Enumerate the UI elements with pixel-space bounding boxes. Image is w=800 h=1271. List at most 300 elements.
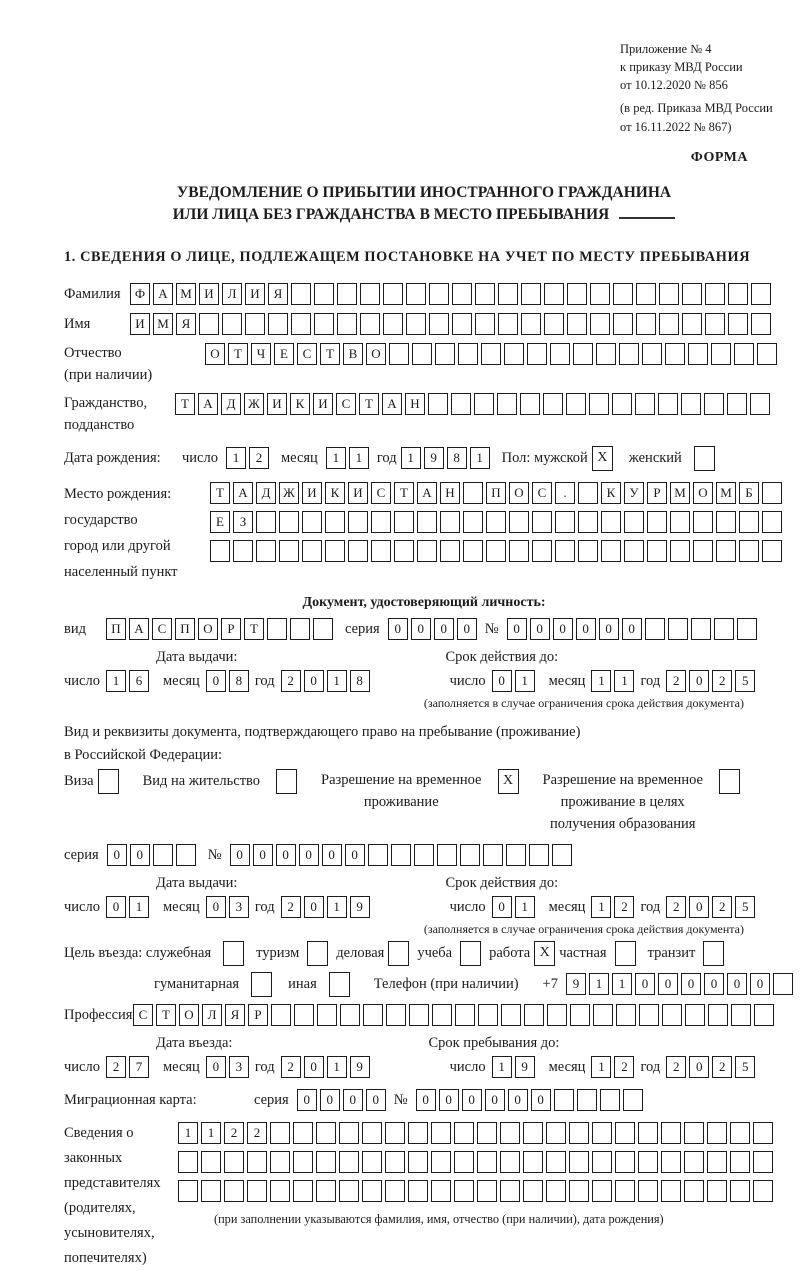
form-cell	[256, 540, 276, 562]
form-cell	[486, 540, 506, 562]
phone-label: Телефон (при наличии)	[373, 975, 519, 992]
stay-issue-day-cells	[106, 895, 149, 918]
surname-row	[64, 282, 784, 306]
form-cell	[546, 1180, 566, 1202]
form-cell: 1	[349, 447, 369, 469]
form-cell	[291, 313, 311, 335]
issue-day-cells	[106, 669, 149, 692]
birth-place-cells	[210, 481, 782, 568]
year-label: год	[640, 1058, 661, 1075]
form-cell: К	[601, 482, 621, 504]
form-cell: Р	[221, 618, 241, 640]
form-cell: С	[133, 1004, 153, 1026]
form-cell: 2	[666, 896, 686, 918]
form-cell: Л	[222, 283, 242, 305]
form-cell	[589, 393, 609, 415]
female-checkbox	[694, 446, 715, 471]
migration-card-label: Миграционная карта:	[64, 1091, 197, 1108]
form-cell: О	[205, 343, 225, 365]
issue-month-cells	[206, 669, 249, 692]
birth-place-block	[64, 481, 784, 585]
form-cell	[463, 540, 483, 562]
form-cell: М	[670, 482, 690, 504]
form-cell: 7	[129, 1056, 149, 1078]
birth-date-row	[64, 446, 784, 471]
birth-date-label: Дата рождения:	[64, 449, 161, 466]
form-cell: 5	[735, 896, 755, 918]
purpose-other-label: иная	[288, 975, 317, 992]
form-cell	[639, 1004, 659, 1026]
document-title	[64, 182, 784, 227]
form-cell	[339, 1151, 359, 1173]
form-cell: 0	[297, 1089, 317, 1111]
form-cell	[567, 283, 587, 305]
form-cell	[592, 1180, 612, 1202]
stay-doc-dates-row	[64, 895, 784, 919]
form-cell: 0	[434, 618, 454, 640]
form-cell: О	[366, 343, 386, 365]
purpose-humanitarian-checkbox	[251, 972, 272, 997]
form-cell: Т	[394, 482, 414, 504]
year-label: год	[254, 672, 275, 689]
patronymic-label-line2: (при наличии)	[64, 366, 153, 383]
form-cell	[619, 343, 639, 365]
form-cell: 3	[229, 896, 249, 918]
form-cell	[523, 1180, 543, 1202]
form-cell: 8	[447, 447, 467, 469]
form-cell	[498, 283, 518, 305]
form-cell	[615, 1180, 635, 1202]
month-label: месяц	[548, 672, 586, 689]
form-cell	[570, 1004, 590, 1026]
form-cell	[314, 313, 334, 335]
form-cell	[408, 1122, 428, 1144]
form-cell	[737, 618, 757, 640]
form-cell: 0	[206, 896, 226, 918]
identity-doc-row	[64, 617, 784, 641]
form-cell	[635, 393, 655, 415]
representatives-label-line4: (родителях,	[64, 1199, 136, 1216]
identity-doc-footnote: (заполняется в случае ограничения срока действия документа)	[423, 695, 744, 710]
form-cell	[316, 1180, 336, 1202]
form-cell	[555, 511, 575, 533]
form-cell: 1	[129, 896, 149, 918]
doc-type-label: вид	[64, 620, 86, 637]
form-cell	[543, 393, 563, 415]
form-cell: А	[382, 393, 402, 415]
form-cell	[638, 1180, 658, 1202]
form-cell	[704, 393, 724, 415]
form-cell	[452, 283, 472, 305]
form-cell: 0	[345, 844, 365, 866]
form-cell: Н	[405, 393, 425, 415]
form-cell: 9	[350, 1056, 370, 1078]
form-cell	[475, 283, 495, 305]
form-cell: 3	[229, 1056, 249, 1078]
form-cell	[247, 1151, 267, 1173]
form-cell	[394, 540, 414, 562]
form-cell	[201, 1151, 221, 1173]
form-cell	[661, 1122, 681, 1144]
form-cell: О	[179, 1004, 199, 1026]
entry-day-cells	[106, 1055, 149, 1078]
form-cell: Т	[320, 343, 340, 365]
birth-place-label-line3: город или другой	[64, 537, 171, 554]
form-cell: Т	[359, 393, 379, 415]
form-cell: 8	[229, 670, 249, 692]
form-cell	[739, 540, 759, 562]
form-cell: 2	[712, 896, 732, 918]
form-cell	[290, 618, 310, 640]
stay-until-heading: Срок пребывания до:	[428, 1034, 560, 1051]
form-cell	[731, 1004, 751, 1026]
form-cell	[661, 1180, 681, 1202]
form-cell	[705, 283, 725, 305]
form-cell: 8	[350, 670, 370, 692]
form-cell	[716, 540, 736, 562]
form-cell: М	[153, 313, 173, 335]
form-cell	[371, 511, 391, 533]
form-cell	[682, 313, 702, 335]
patronymic-cells	[205, 342, 777, 365]
form-cell	[429, 283, 449, 305]
form-cell: 1	[612, 973, 632, 995]
form-cell: М	[716, 482, 736, 504]
form-cell: Е	[210, 511, 230, 533]
form-cell	[659, 313, 679, 335]
form-cell	[245, 313, 265, 335]
form-cell: 0	[304, 670, 324, 692]
form-cell: 2	[712, 1056, 732, 1078]
appendix-revision-line: от 16.11.2022 № 867)	[620, 119, 732, 134]
form-cell	[728, 313, 748, 335]
form-cell	[727, 393, 747, 415]
female-label: женский	[628, 449, 682, 466]
form-cell	[451, 393, 471, 415]
purpose-humanitarian-label: гуманитарная	[154, 975, 240, 992]
form-cell: 0	[681, 973, 701, 995]
form-cell	[521, 313, 541, 335]
form-cell	[256, 511, 276, 533]
form-cell	[368, 844, 388, 866]
form-cell: Т	[210, 482, 230, 504]
form-cell	[550, 343, 570, 365]
entry-month-cells	[206, 1055, 249, 1078]
form-cell	[270, 1180, 290, 1202]
form-word: ФОРМА	[690, 149, 748, 165]
form-cell	[291, 283, 311, 305]
form-cell	[153, 844, 173, 866]
form-cell	[302, 540, 322, 562]
form-cell: 0	[304, 1056, 324, 1078]
form-cell	[592, 1122, 612, 1144]
form-cell: 0	[106, 896, 126, 918]
form-cell	[716, 511, 736, 533]
stay-until-day-cells	[492, 1055, 535, 1078]
form-cell	[757, 343, 777, 365]
form-cell: 0	[388, 618, 408, 640]
day-label: число	[449, 898, 486, 915]
form-cell: 1	[226, 447, 246, 469]
residence-permit-checkbox	[276, 769, 297, 794]
form-cell	[684, 1122, 704, 1144]
form-cell	[475, 313, 495, 335]
form-cell: И	[267, 393, 287, 415]
form-cell: Я	[268, 283, 288, 305]
form-cell	[463, 511, 483, 533]
stay-doc-date-headings	[64, 875, 784, 892]
form-cell	[463, 482, 483, 504]
form-cell	[523, 1151, 543, 1173]
form-cell	[363, 1004, 383, 1026]
form-cell: З	[233, 511, 253, 533]
birth-place-labels	[64, 481, 210, 585]
form-cell: 0	[130, 844, 150, 866]
form-cell	[362, 1180, 382, 1202]
stay-doc-intro-line1: Вид и реквизиты документа, подтверждающего право на пребывание (проживание)	[64, 723, 581, 740]
form-cell: Б	[739, 482, 759, 504]
form-cell	[337, 313, 357, 335]
form-cell: 2	[247, 1122, 267, 1144]
form-cell	[360, 283, 380, 305]
form-cell	[762, 482, 782, 504]
appendix-line: Приложение № 4	[620, 42, 712, 56]
stay-valid-year-cells	[666, 895, 755, 918]
form-cell	[440, 511, 460, 533]
form-cell	[693, 540, 713, 562]
form-cell: П	[175, 618, 195, 640]
form-cell	[316, 1151, 336, 1173]
patronymic-label	[64, 342, 205, 386]
form-cell: Т	[175, 393, 195, 415]
form-cell	[506, 844, 526, 866]
form-cell: Д	[256, 482, 276, 504]
surname-label: Фамилия	[64, 285, 121, 302]
form-cell: 1	[327, 670, 347, 692]
form-cell	[601, 511, 621, 533]
birth-day-cells	[226, 446, 269, 469]
purpose-transit-label: транзит	[647, 944, 696, 961]
form-cell	[529, 844, 549, 866]
form-cell	[417, 511, 437, 533]
form-cell	[573, 343, 593, 365]
form-cell	[509, 511, 529, 533]
form-cell	[176, 844, 196, 866]
form-cell	[566, 393, 586, 415]
form-cell: 2	[614, 1056, 634, 1078]
issue-date-heading: Дата выдачи:	[156, 874, 238, 891]
birth-place-label-line2: государство	[64, 511, 138, 528]
form-cell: Т	[244, 618, 264, 640]
issue-year-cells	[281, 669, 370, 692]
form-cell	[486, 511, 506, 533]
entry-date-headings	[64, 1035, 784, 1052]
form-cell	[339, 1180, 359, 1202]
form-cell: 0	[320, 1089, 340, 1111]
form-cell: 0	[576, 618, 596, 640]
purpose-row	[64, 941, 784, 966]
form-cell: Ч	[251, 343, 271, 365]
form-cell	[593, 1004, 613, 1026]
form-cell: 0	[704, 973, 724, 995]
patronymic-row	[64, 342, 784, 386]
form-cell	[247, 1180, 267, 1202]
form-cell	[753, 1180, 773, 1202]
form-cell	[705, 313, 725, 335]
form-cell	[509, 540, 529, 562]
form-cell	[554, 1089, 574, 1111]
form-cell	[458, 343, 478, 365]
form-cell: Т	[228, 343, 248, 365]
form-cell: К	[325, 482, 345, 504]
form-cell: М	[176, 283, 196, 305]
residence-permit-label: Вид на жительство	[142, 772, 261, 789]
form-cell: А	[153, 283, 173, 305]
form-cell: В	[343, 343, 363, 365]
form-cell	[440, 540, 460, 562]
surname-cells	[130, 282, 771, 305]
citizenship-cells	[175, 392, 770, 415]
form-cell	[734, 343, 754, 365]
form-cell: 5	[735, 670, 755, 692]
form-cell: У	[624, 482, 644, 504]
form-cell: 2	[666, 1056, 686, 1078]
form-cell	[337, 283, 357, 305]
form-cell	[661, 1151, 681, 1173]
phone-cells	[566, 972, 793, 995]
valid-day-cells	[492, 669, 535, 692]
form-cell: 2	[281, 1056, 301, 1078]
form-cell	[224, 1151, 244, 1173]
phone-prefix: +7	[542, 975, 558, 992]
form-cell: 0	[689, 896, 709, 918]
form-cell	[325, 511, 345, 533]
form-cell	[340, 1004, 360, 1026]
form-cell: 1	[106, 670, 126, 692]
number-label: №	[207, 846, 222, 863]
form-cell	[409, 1004, 429, 1026]
sex-label: Пол: мужской	[501, 449, 588, 466]
form-cell	[481, 343, 501, 365]
form-cell	[389, 343, 409, 365]
form-cell	[222, 313, 242, 335]
form-cell	[682, 283, 702, 305]
form-cell	[600, 1089, 620, 1111]
form-cell	[521, 283, 541, 305]
representatives-block	[64, 1121, 784, 1271]
temp-permit-checkbox: X	[498, 769, 519, 794]
form-cell	[590, 313, 610, 335]
form-cell: И	[130, 313, 150, 335]
form-cell: К	[290, 393, 310, 415]
form-cell	[210, 540, 230, 562]
stay-doc-options-row	[64, 769, 784, 835]
form-cell	[500, 1180, 520, 1202]
form-cell: 9	[515, 1056, 535, 1078]
day-label: число	[449, 672, 486, 689]
form-cell	[578, 511, 598, 533]
form-cell: 1	[326, 447, 346, 469]
day-label: число	[64, 898, 100, 915]
form-cell	[546, 1122, 566, 1144]
name-row	[64, 312, 784, 336]
name-label: Имя	[64, 315, 91, 332]
form-cell	[642, 343, 662, 365]
form-cell: 9	[566, 973, 586, 995]
form-cell	[762, 540, 782, 562]
form-cell	[592, 1151, 612, 1173]
series-label: серия	[64, 846, 99, 863]
form-cell	[670, 511, 690, 533]
form-cell: 1	[515, 670, 535, 692]
form-cell	[753, 1122, 773, 1144]
purpose-official-checkbox	[223, 941, 244, 966]
form-cell: 1	[589, 973, 609, 995]
form-cell	[224, 1180, 244, 1202]
form-cell: Л	[202, 1004, 222, 1026]
form-cell	[615, 1122, 635, 1144]
form-cell	[270, 1151, 290, 1173]
form-cell	[547, 1004, 567, 1026]
form-cell: Ж	[244, 393, 264, 415]
form-cell	[714, 618, 734, 640]
year-label: год	[376, 449, 397, 466]
valid-until-heading: Срок действия до:	[445, 648, 559, 665]
purpose-work-label: работа	[489, 944, 531, 961]
form-cell	[477, 1151, 497, 1173]
citizenship-row	[64, 392, 784, 436]
valid-year-cells	[666, 669, 755, 692]
form-cell	[199, 313, 219, 335]
form-cell	[408, 1180, 428, 1202]
entry-date-heading: Дата въезда:	[156, 1034, 233, 1051]
form-cell: 0	[622, 618, 642, 640]
form-cell	[483, 844, 503, 866]
form-cell: 0	[635, 973, 655, 995]
form-cell: 2	[224, 1122, 244, 1144]
form-cell	[383, 313, 403, 335]
representatives-label-line3: представителях	[64, 1174, 161, 1191]
year-label: год	[254, 898, 275, 915]
birth-month-cells	[326, 446, 369, 469]
form-cell	[454, 1151, 474, 1173]
form-cell	[577, 1089, 597, 1111]
year-label: год	[640, 672, 661, 689]
form-cell: 2	[281, 896, 301, 918]
form-cell: О	[693, 482, 713, 504]
valid-month-cells	[591, 669, 634, 692]
form-cell	[362, 1151, 382, 1173]
form-cell: А	[129, 618, 149, 640]
form-cell: Я	[176, 313, 196, 335]
issue-date-group	[64, 895, 370, 919]
valid-until-heading: Срок действия до:	[445, 874, 559, 891]
form-cell: 0	[750, 973, 770, 995]
form-cell	[532, 540, 552, 562]
month-label: месяц	[548, 898, 586, 915]
form-cell	[362, 1122, 382, 1144]
citizenship-label-line1: Гражданство,	[64, 394, 148, 411]
form-cell	[524, 1004, 544, 1026]
patronymic-label-line1: Отчество	[64, 344, 122, 361]
form-cell	[454, 1122, 474, 1144]
form-cell	[477, 1180, 497, 1202]
form-cell: 0	[531, 1089, 551, 1111]
purpose-tourism-label: туризм	[256, 944, 300, 961]
form-cell	[523, 1122, 543, 1144]
form-cell	[497, 393, 517, 415]
form-cell	[670, 540, 690, 562]
